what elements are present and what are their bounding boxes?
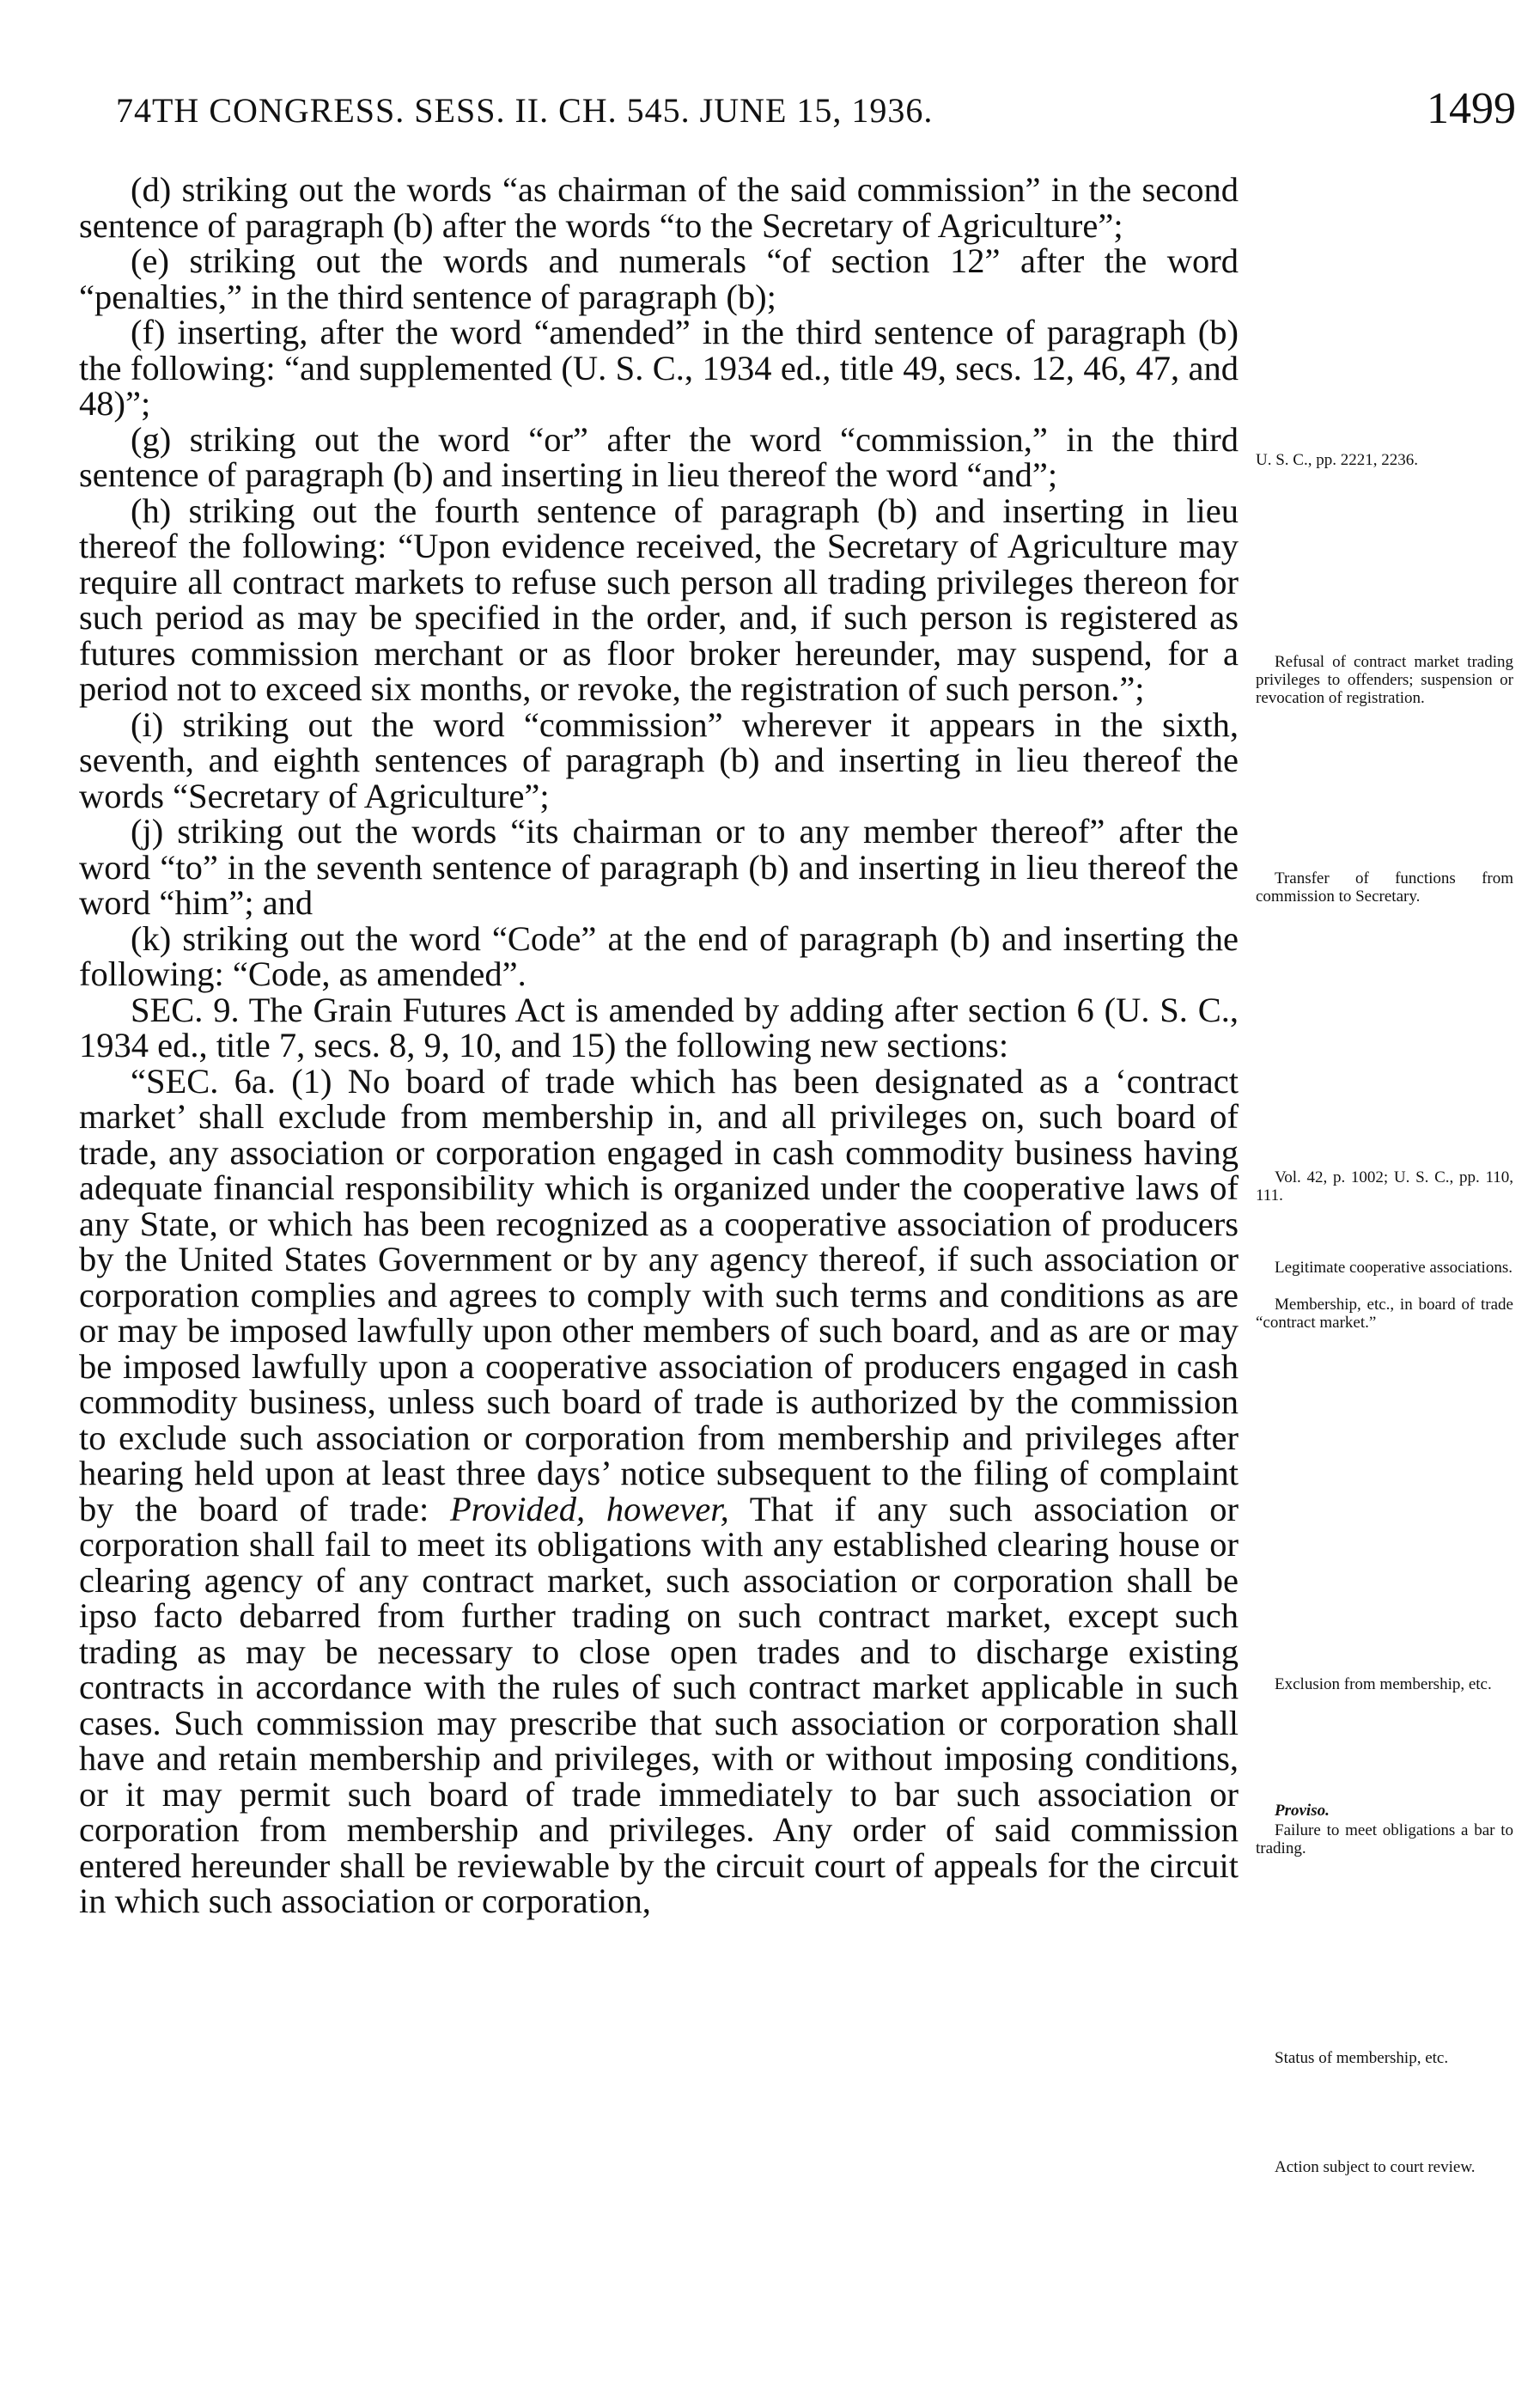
sidenote-failure: Failure to meet obligations a bar to trading.: [1256, 1821, 1513, 1857]
sidenote-legitimate: Legitimate cooperative associations.: [1275, 1259, 1513, 1277]
section-6a-continued: That if any such association or corporation shall fail to meet its obligations with any established clearing house or clearing agency of any contract market, such association or corporation shall be ipso facto debarred from further trading on such contract market, except such trading as may be necessary to close open trades and to discharge existing contracts in accordance with the rules of such contract market applicable in such cases. Such commission may prescribe that such association or corporation shall have and retain membership and privileges, with or without imposing conditions, or it may permit such board of trade immediately to bar such association or corporation from membership and privileges. Any order of said commission entered hereunder shall be reviewable by the circuit court of appeals for the circuit in which such association or corporation,: [79, 1489, 1239, 1920]
paragraph-i: (i) striking out the word “commission” wherever it appears in the sixth, seventh, and eighth sentences of paragraph (b) and inserting in lieu thereof the words “Secretary of Agriculture”;: [79, 704, 1239, 815]
paragraph-k: (k) striking out the word “Code” at the end of paragraph (b) and inserting the following: “Code, as amended”.: [79, 918, 1239, 993]
paragraph-j: (j) striking out the words “its chairman or to any member thereof” after the word “to” in the seventh sentence of paragraph (b) and inserting in lieu thereof the word “him”; and: [79, 812, 1239, 922]
proviso-phrase: Provided, however,: [450, 1489, 729, 1528]
sidenote-action: Action subject to court review.: [1275, 2158, 1476, 2176]
page-number: 1499: [1427, 84, 1516, 133]
statute-body: [79, 172, 1239, 1919]
section-6a: [79, 1061, 1239, 1920]
sidenote-refusal: Refusal of contract market trading privileges to offenders; suspension or revocation of registration.: [1256, 653, 1513, 707]
running-head: 74TH CONGRESS. SESS. II. CH. 545. JUNE 15, 1936.: [116, 91, 934, 130]
paragraph-d: (d) striking out the words “as chairman of the said commission” in the second sentence of paragraph (b) after the words “to the Secretary of Agriculture”;: [79, 170, 1239, 245]
margin-notes: [1256, 0, 1513, 2403]
sidenote-membership: Membership, etc., in board of trade “contract market.”: [1256, 1296, 1513, 1332]
sidenote-exclusion: Exclusion from membership, etc.: [1275, 1675, 1492, 1693]
paragraph-f: (f) inserting, after the word “amended” in the third sentence of paragraph (b) the following: “and supplemented (U. S. C., 1934 ed., title 49, secs. 12, 46, 47, and 48)”;: [79, 313, 1239, 423]
section-9: SEC. 9. The Grain Futures Act is amended by adding after section 6 (U. S. C., 1934 ed., title 7, secs. 8, 9, 10, and 15) the following new sections:: [79, 990, 1239, 1064]
sidenote-transfer: Transfer of functions from commission to Secretary.: [1256, 869, 1513, 906]
paragraph-h: (h) striking out the fourth sentence of paragraph (b) and inserting in lieu thereof the following: “Upon evidence received, the Secretary of Agriculture may require all contract markets to refuse such person all trading privileges thereon for such period as may be specified in the order, and, if such person is registered as futures commission merchant or as floor broker hereunder, may suspend, for a period not to exceed six months, or revoke, the registration of such person.”;: [79, 491, 1239, 708]
sidenote-proviso: Proviso.: [1275, 1802, 1330, 1820]
sidenote-status: Status of membership, etc.: [1275, 2049, 1449, 2067]
section-6a-text: “SEC. 6a. (1) No board of trade which has been designated as a ‘contract market’ shall exclude from membership in, and all privileges on, such board of trade, any association or corporation engaged in cash commodity business having adequate financial responsibility which is organized under the cooperative laws of any State, or which has been recognized as a cooperative association of producers by the United States Government or by any agency thereof, if such association or corporation complies and agrees to comply with such terms and conditions as are or may be imposed lawfully upon other members of such board, and as are or may be imposed lawfully upon a cooperative association of producers engaged in cash commodity business, unless such board of trade is authorized by the commission to exclude such association or corporation from membership and privileges after hearing held upon at least three days’ notice subsequent to the filing of complaint by the board of trade:: [79, 1061, 1239, 1528]
sidenote-usc-citation: U. S. C., pp. 2221, 2236.: [1256, 451, 1418, 469]
paragraph-g: (g) striking out the word “or” after the word “commission,” in the third sentence of paragraph (b) and inserting in lieu thereof the word “and”;: [79, 419, 1239, 494]
sidenote-vol-citation: Vol. 42, p. 1002; U. S. C., pp. 110, 111.: [1256, 1168, 1513, 1205]
paragraph-e: (e) striking out the words and numerals “of section 12” after the word “penalties,” in the third sentence of paragraph (b);: [79, 241, 1239, 316]
